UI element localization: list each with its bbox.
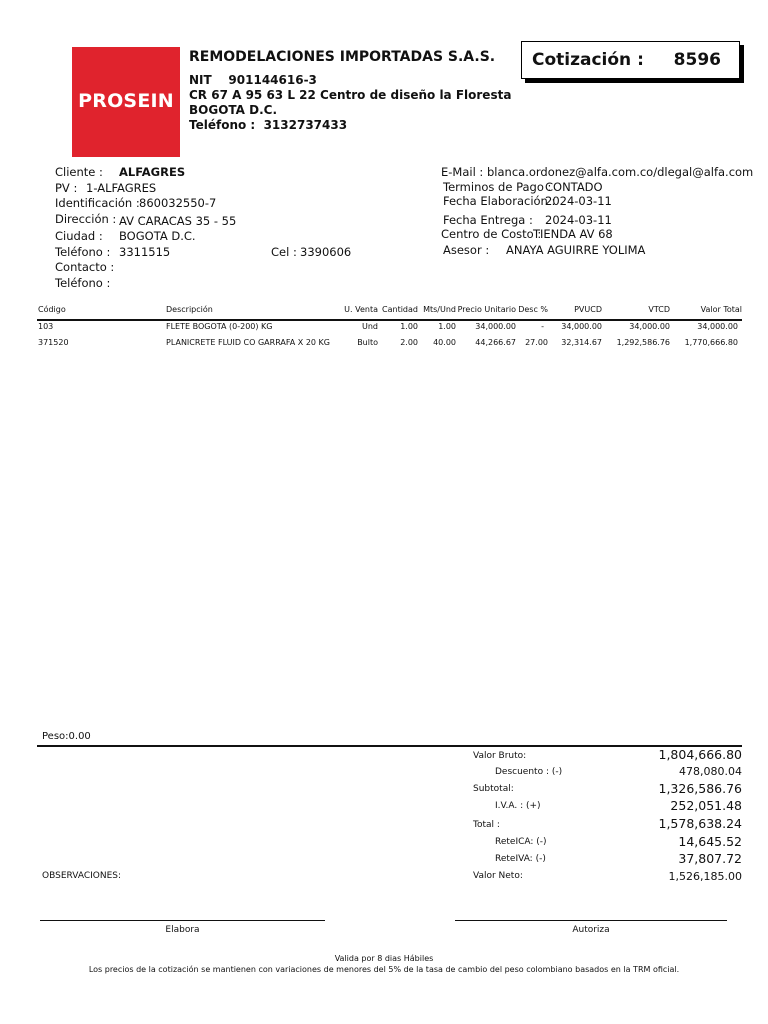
address-label: Dirección : (55, 212, 117, 226)
autoriza-label: Autoriza (572, 925, 610, 935)
city-value: BOGOTA D.C. (119, 229, 196, 243)
elabora-label: Elabora (165, 925, 200, 935)
row-pvucd: 32,314.67 (561, 338, 602, 347)
row-vtcd: 1,292,586.76 (616, 338, 670, 347)
gross-value-label: Valor Bruto: (473, 751, 527, 761)
vat-label: I.V.A. : (+) (495, 801, 541, 811)
row-unit-price: 44,266.67 (475, 338, 516, 347)
total-value: 1,578,638.24 (658, 816, 742, 831)
col-header-vtcd: VTCD (648, 305, 670, 314)
total-label: Total : (473, 820, 500, 830)
elabora-signature-line (40, 920, 325, 921)
phone-label: Teléfono : (189, 118, 256, 132)
contact-phone-label: Teléfono : (55, 276, 111, 290)
row-unit: Und (361, 322, 378, 331)
net-value-label: Valor Neto: (473, 871, 523, 881)
company-city: BOGOTA D.C. (189, 103, 278, 117)
col-header-unit-price: Precio Unitario (457, 305, 516, 314)
col-header-total: Valor Total (700, 305, 742, 314)
client-phone-label: Teléfono : (55, 245, 111, 259)
reteiva-label: ReteIVA: (-) (495, 854, 546, 864)
nit-label: NIT (189, 73, 212, 87)
quote-number-box (521, 41, 740, 79)
reteiva-value: 37,807.72 (678, 851, 742, 866)
col-header-unit: U. Venta (344, 305, 378, 314)
col-header-description: Descripción (166, 305, 213, 314)
payment-terms-value: CONTADO (545, 180, 603, 194)
observations-label: OBSERVACIONES: (42, 871, 122, 881)
company-logo (72, 47, 180, 157)
net-value: 1,526,185.00 (668, 870, 742, 883)
row-discount: 27.00 (525, 338, 548, 347)
row-unit: Bulto (357, 338, 378, 347)
subtotal-value: 1,326,586.76 (658, 781, 742, 796)
row-total: 1,770,666.80 (684, 338, 738, 347)
company-address: CR 67 A 95 63 L 22 Centro de diseño la Floresta (189, 88, 512, 102)
row-code: 103 (38, 322, 54, 331)
row-vtcd: 34,000.00 (629, 322, 670, 331)
client-phone-value: 3311515 (119, 245, 171, 259)
row-code: 371520 (38, 338, 69, 347)
email-value: blanca.ordonez@alfa.com.co/dlegal@alfa.com (487, 165, 754, 179)
price-note: Los precios de la cotización se mantienen con variaciones de menores del 5% de la tasa de cambio del peso colombiano basados en la TRM oficial. (88, 965, 680, 974)
table-header-divider (37, 319, 742, 321)
created-date-label: Fecha Elaboración : (443, 194, 556, 208)
validity-note: Valida por 8 dias Hábiles (334, 954, 434, 963)
nit-value: 901144616-3 (228, 73, 317, 87)
row-discount: - (541, 322, 544, 331)
phone-value: 3132737433 (263, 118, 348, 132)
row-unit-price: 34,000.00 (475, 322, 516, 331)
quote-label: Cotización : (532, 50, 644, 70)
email-label: E-Mail : (441, 165, 484, 179)
col-header-pvucd: PVUCD (574, 305, 602, 314)
row-description: PLANICRETE FLUID CO GARRAFA X 20 KG (166, 338, 330, 347)
pv-label: PV : (55, 181, 78, 195)
logo-text: PROSEIN (78, 90, 174, 112)
discount-value: 478,080.04 (679, 765, 742, 778)
vat-value: 252,051.48 (670, 798, 742, 813)
created-date-value: 2024-03-11 (545, 194, 612, 208)
id-label: Identificación : (55, 196, 140, 210)
row-total: 34,000.00 (697, 322, 738, 331)
company-phone (189, 118, 347, 132)
delivery-date-label: Fecha Entrega : (443, 213, 533, 227)
pv-value: 1-ALFAGRES (86, 181, 157, 195)
payment-terms-label: Terminos de Pago : (443, 180, 552, 194)
city-label: Ciudad : (55, 229, 103, 243)
id-value: 860032550-7 (139, 196, 217, 210)
discount-label: Descuento : (-) (495, 767, 563, 777)
delivery-date-value: 2024-03-11 (545, 213, 612, 227)
advisor-label: Asesor : (443, 243, 490, 257)
row-mts-und: 1.00 (438, 322, 456, 331)
company-nit (189, 73, 317, 87)
row-quantity: 1.00 (400, 322, 418, 331)
weight-label: Peso:0.00 (42, 731, 91, 742)
autoriza-signature-line (455, 920, 727, 921)
cost-center-value: TIENDA AV 68 (533, 227, 613, 241)
advisor-value: ANAYA AGUIRRE YOLIMA (506, 243, 646, 257)
cost-center-label: Centro de Costo : (441, 227, 542, 241)
col-header-quantity: Cantidad (382, 305, 418, 314)
row-pvucd: 34,000.00 (561, 322, 602, 331)
cel-value: 3390606 (300, 245, 352, 259)
col-header-discount: Desc % (518, 305, 548, 314)
client-label: Cliente : (55, 165, 103, 179)
address-value: AV CARACAS 35 - 55 (119, 214, 237, 228)
cel-label: Cel : (271, 245, 297, 259)
reteica-label: ReteICA: (-) (495, 837, 547, 847)
row-description: FLETE BOGOTA (0-200) KG (166, 322, 273, 331)
row-mts-und: 40.00 (433, 338, 456, 347)
subtotal-label: Subtotal: (473, 784, 514, 794)
client-name: ALFAGRES (119, 165, 186, 179)
col-header-code: Código (38, 305, 66, 314)
gross-value: 1,804,666.80 (658, 747, 742, 762)
quote-number: 8596 (673, 50, 721, 70)
company-name: REMODELACIONES IMPORTADAS S.A.S. (189, 49, 496, 65)
contact-label: Contacto : (55, 260, 115, 274)
row-quantity: 2.00 (400, 338, 418, 347)
reteica-value: 14,645.52 (678, 834, 742, 849)
col-header-mts-und: Mts/Und (423, 305, 456, 314)
